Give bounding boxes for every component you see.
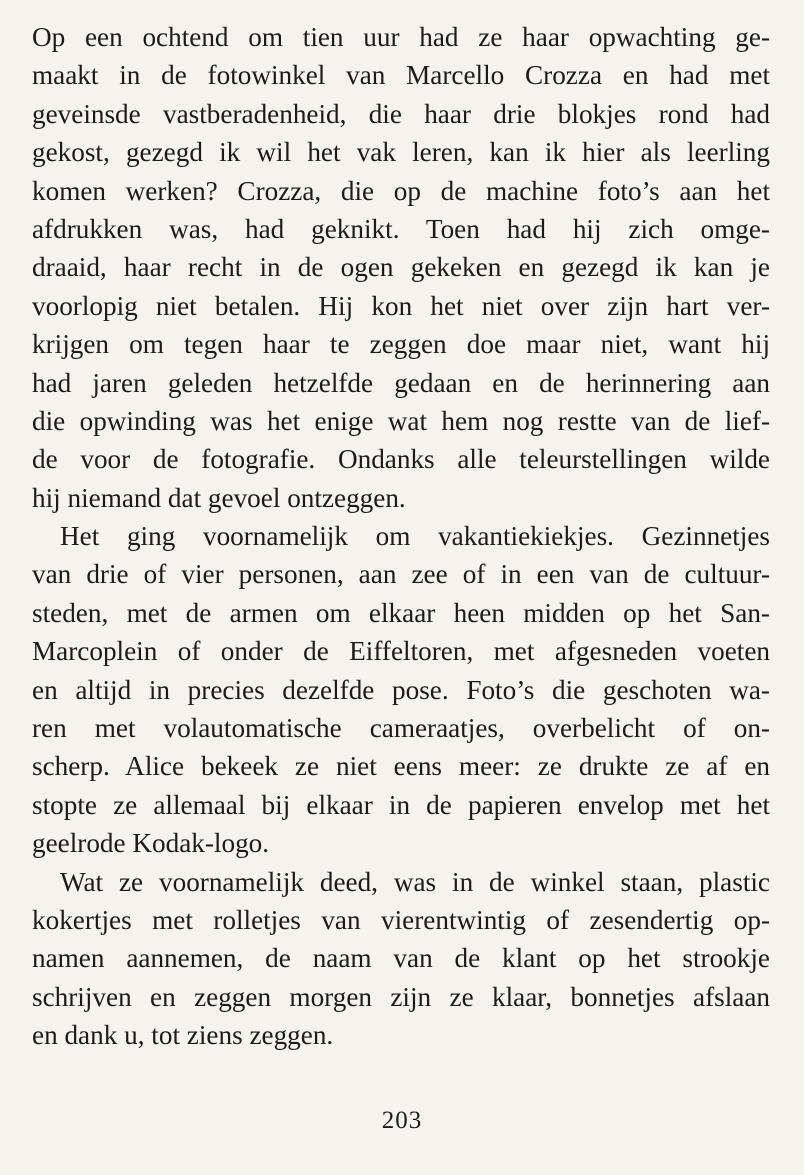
text-line: hij niemand dat gevoel ontzeggen. [32, 482, 406, 513]
text-line: Het ging voornamelijk om vakantiekiekjes. Gezinnetjes [60, 521, 770, 552]
text-line: ren met volautomatische cameraatjes, overbelicht of on- [32, 713, 770, 744]
text-line: afdrukken was, had geknikt. Toen had hij zich omge- [32, 213, 770, 244]
text-line: Op een ochtend om tien uur had ze haar opwachting ge- [32, 22, 770, 52]
text-line: namen aannemen, de naam van de klant op het strookje [32, 943, 770, 974]
paragraph-1 [32, 18, 770, 517]
text-line: geelrode Kodak-logo. [32, 828, 270, 859]
text-line: draaid, haar recht in de ogen gekeken en gezegd ik kan je [32, 252, 770, 283]
text-line: en altijd in precies dezelfde pose. Foto’s die geschoten wa- [32, 674, 770, 705]
text-line: de voor de fotografie. Ondanks alle teleurstellingen wilde [32, 444, 770, 475]
paragraph-3 [32, 863, 770, 1055]
text-line: voorlopig niet betalen. Hij kon het niet over zijn hart ver- [32, 290, 770, 321]
text-line: steden, met de armen om elkaar heen midden op het San- [32, 597, 770, 628]
text-line: komen werken? Crozza, die op de machine foto’s aan het [32, 175, 770, 206]
text-line: maakt in de fotowinkel van Marcello Crozza en had met [32, 60, 770, 91]
text-line: krijgen om tegen haar te zeggen doe maar niet, want hij [32, 329, 770, 360]
text-line: gekost, gezegd ik wil het vak leren, kan ik hier als leerling [32, 137, 770, 168]
text-line: schrijven en zeggen morgen zijn ze klaar, bonnetjes afslaan [32, 981, 770, 1012]
text-line: stopte ze allemaal bij elkaar in de papieren envelop met het [32, 789, 770, 820]
text-line: had jaren geleden hetzelfde gedaan en de herinnering aan [32, 367, 770, 398]
text-line: Wat ze voornamelijk deed, was in de winkel staan, plastic [60, 866, 770, 897]
text-line: geveinsde vastberadenheid, die haar drie blokjes rond had [32, 98, 770, 129]
text-line: en dank u, tot ziens zeggen. [32, 1020, 334, 1051]
text-line: Marcoplein of onder de Eiffeltoren, met afgesneden voeten [32, 636, 770, 667]
text-line: van drie of vier personen, aan zee of in een van de cultuur- [32, 559, 770, 590]
text-line: scherp. Alice bekeek ze niet eens meer: ze drukte ze af en [32, 751, 770, 782]
text-line: kokertjes met rolletjes van vierentwintig of zesendertig op- [32, 904, 770, 935]
page-number: 203 [381, 1107, 423, 1134]
paragraph-2 [32, 517, 770, 863]
text-line: die opwinding was het enige wat hem nog restte van de lief- [32, 405, 770, 436]
body-text [32, 18, 770, 1055]
